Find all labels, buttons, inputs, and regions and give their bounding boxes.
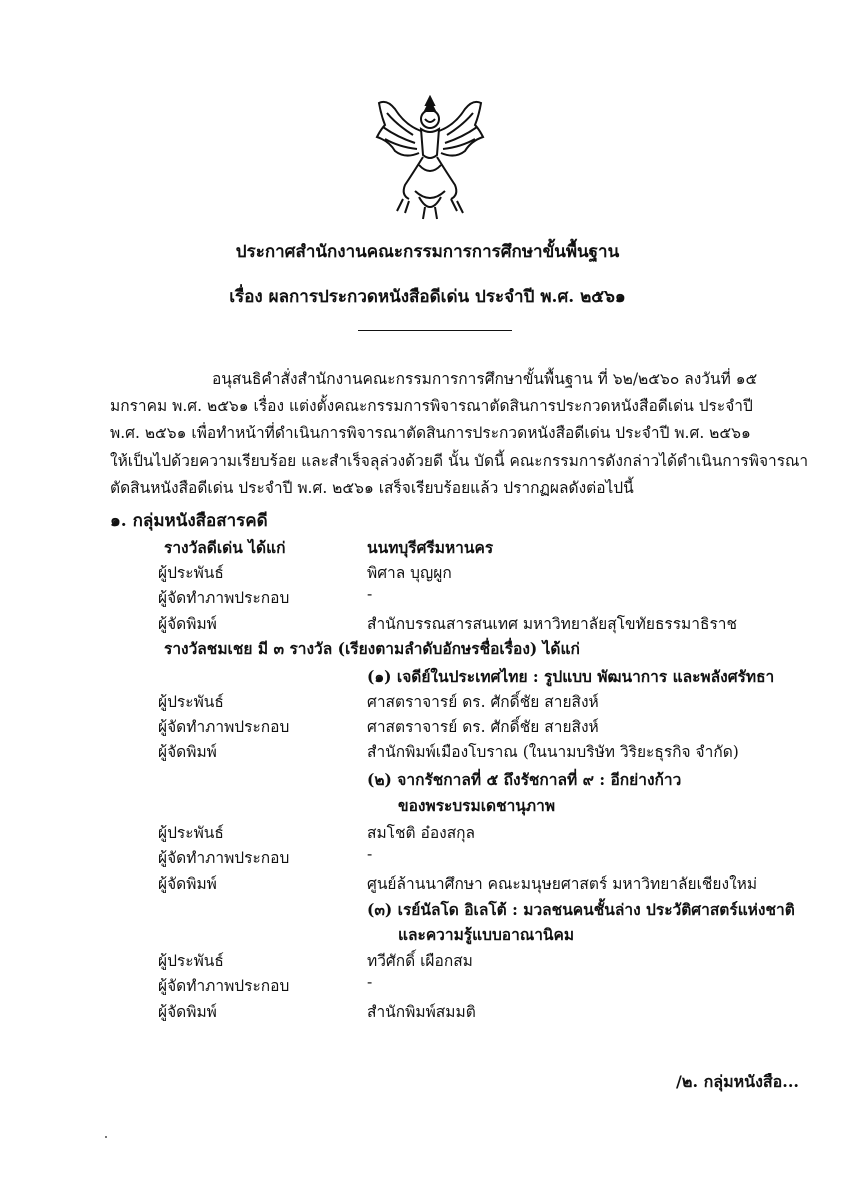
page-continuation-note: /๒. กลุ่มหนังสือ... [676, 1072, 799, 1091]
illustrator-label: ผู้จัดทำภาพประกอบ [158, 589, 290, 607]
honorable-1-publisher-label: ผู้จัดพิมพ์ [158, 743, 217, 761]
intro-line-4: ให้เป็นไปด้วยความเรียบร้อย และสำเร็จลุล่วงด้วยดี นั้น บัดนี้ คณะกรรมการดังกล่าวได้ดำเนินการพิจารณา [110, 452, 809, 470]
publisher-value: สำนักบรรณสารสนเทศ มหาวิทยาลัยสุโขทัยธรรมาธิราช [367, 615, 737, 633]
honorable-3-publisher-label: ผู้จัดพิมพ์ [158, 1003, 217, 1021]
intro-line-5: ตัดสินหนังสือดีเด่น ประจำปี พ.ศ. ๒๕๖๑ เสร็จเรียบร้อยแล้ว ปรากฏผลดังต่อไปนี้ [110, 479, 634, 497]
author-value: พิศาล บุญผูก [367, 564, 452, 582]
section-heading: ๑. กลุ่มหนังสือสารคดี [110, 511, 268, 531]
honorable-2-title-line-1: (๒) จากรัชกาลที่ ๕ ถึงรัชกาลที่ ๙ : อีกย่างก้าว [367, 770, 682, 789]
honorable-3-author: ทวีศักดิ์ เผือกสม [367, 952, 473, 970]
honorable-1-publisher: สำนักพิมพ์เมืองโบราณ (ในนามบริษัท วิริยะธุรกิจ จำกัด) [367, 743, 739, 761]
honorable-3-title-line-1: (๓) เรย์นัลโด อิเลโต้ : มวลชนคนชั้นล่าง ประวัติศาสตร์แห่งชาติ [367, 900, 795, 919]
honorable-2-author: สมโชติ อ๋องสกุล [367, 824, 476, 842]
honorable-2-publisher: ศูนย์ล้านนาศึกษา คณะมนุษยศาสตร์ มหาวิทยาลัยเชียงใหม่ [367, 875, 758, 893]
honorable-1-illustrator: ศาสตราจารย์ ดร. ศักดิ์ชัย สายสิงห์ [367, 718, 599, 736]
title-divider [358, 330, 512, 331]
honorable-2-illustrator: - [367, 845, 373, 863]
honorable-3-title-line-2: และความรู้แบบอาณานิคม [398, 925, 575, 944]
intro-line-2: มกราคม พ.ศ. ๒๕๖๑ เรื่อง แต่งตั้งคณะกรรมการพิจารณาตัดสินการประกวดหนังสือดีเด่น ประจำปี [110, 397, 753, 415]
honorable-2-title-line-2: ของพระบรมเดชานุภาพ [398, 796, 556, 815]
garuda-emblem-icon [375, 95, 485, 220]
honorable-1-illustrator-label: ผู้จัดทำภาพประกอบ [158, 718, 290, 736]
honorable-3-illustrator: - [367, 973, 373, 991]
scan-speck [105, 1136, 107, 1138]
illustrator-value: - [367, 585, 373, 603]
honorable-mention-label: รางวัลชมเชย มี ๓ รางวัล (เรียงตามลำดับอักษรชื่อเรื่อง) ได้แก่ [164, 639, 580, 658]
honorable-2-author-label: ผู้ประพันธ์ [158, 824, 224, 842]
honorable-1-author: ศาสตราจารย์ ดร. ศักดิ์ชัย สายสิงห์ [367, 693, 599, 711]
honorable-1-title: (๑) เจดีย์ในประเทศไทย : รูปแบบ พัฒนาการ และพลังศรัทธา [367, 667, 775, 686]
outstanding-award-label: รางวัลดีเด่น ได้แก่ [164, 538, 286, 557]
document-title: ประกาศสำนักงานคณะกรรมการการศึกษาขั้นพื้นฐาน [235, 242, 620, 262]
publisher-label: ผู้จัดพิมพ์ [158, 615, 217, 633]
honorable-2-publisher-label: ผู้จัดพิมพ์ [158, 875, 217, 893]
honorable-3-publisher: สำนักพิมพ์สมมติ [367, 1003, 476, 1021]
author-label: ผู้ประพันธ์ [158, 564, 224, 582]
honorable-3-illustrator-label: ผู้จัดทำภาพประกอบ [158, 977, 290, 995]
document-subject: เรื่อง ผลการประกวดหนังสือดีเด่น ประจำปี พ.ศ. ๒๕๖๑ [229, 287, 626, 307]
intro-line-3: พ.ศ. ๒๕๖๑ เพื่อทำหน้าที่ดำเนินการพิจารณาตัดสินการประกวดหนังสือดีเด่น ประจำปี พ.ศ. ๒๕๖๑ [110, 424, 751, 442]
intro-line-1: อนุสนธิคำสั่งสำนักงานคณะกรรมการการศึกษาขั้นพื้นฐาน ที่ ๖๒/๒๕๖๐ ลงวันที่ ๑๕ [212, 370, 758, 388]
outstanding-award-title: นนทบุรีศรีมหานคร [367, 538, 494, 557]
honorable-1-author-label: ผู้ประพันธ์ [158, 693, 224, 711]
honorable-2-illustrator-label: ผู้จัดทำภาพประกอบ [158, 849, 290, 867]
honorable-3-author-label: ผู้ประพันธ์ [158, 952, 224, 970]
